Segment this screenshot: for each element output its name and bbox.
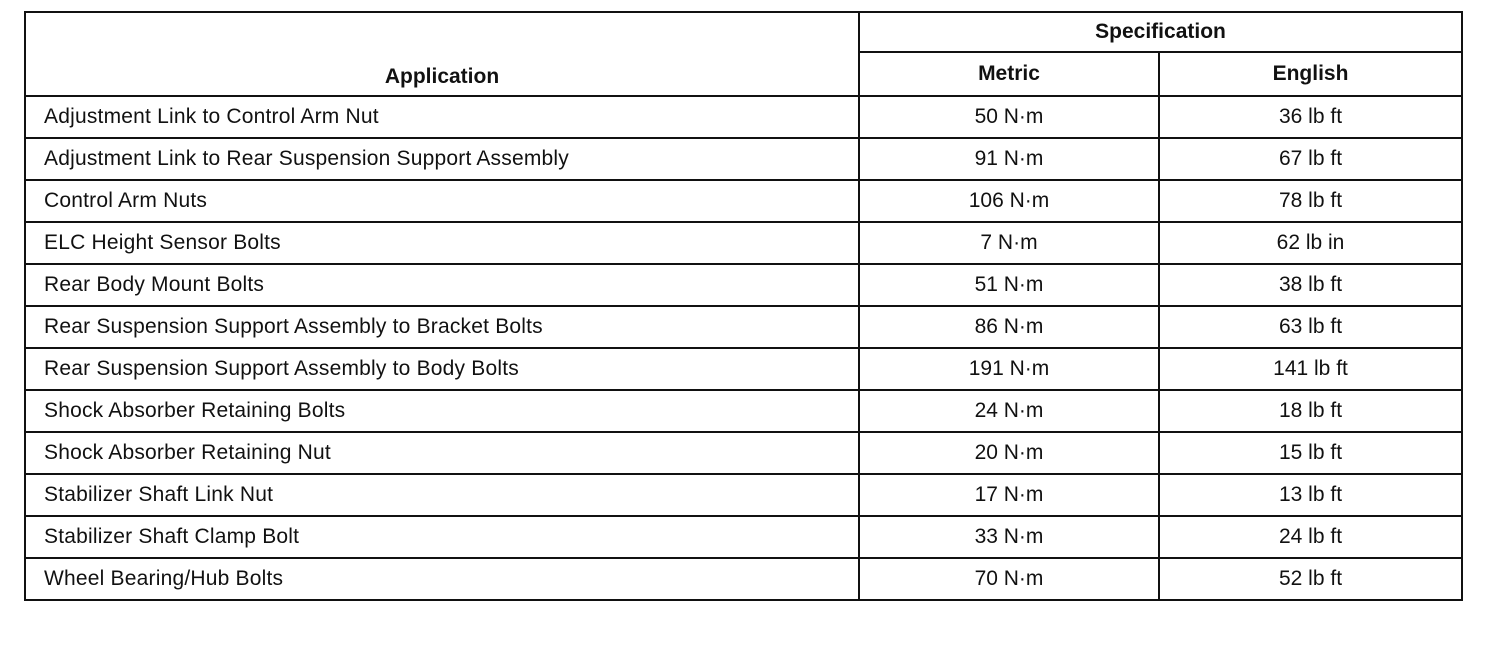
metric-cell: 50 N·m (859, 96, 1159, 138)
metric-cell: 70 N·m (859, 558, 1159, 600)
application-cell: Rear Body Mount Bolts (25, 264, 859, 306)
application-cell: Shock Absorber Retaining Bolts (25, 390, 859, 432)
application-cell: Rear Suspension Support Assembly to Body Bolts (25, 348, 859, 390)
table-row (25, 138, 1462, 180)
application-cell: ELC Height Sensor Bolts (25, 222, 859, 264)
english-cell: 62 lb in (1159, 222, 1462, 264)
english-cell: 36 lb ft (1159, 96, 1462, 138)
english-cell: 141 lb ft (1159, 348, 1462, 390)
application-cell: Stabilizer Shaft Clamp Bolt (25, 516, 859, 558)
table-row (25, 222, 1462, 264)
application-cell: Adjustment Link to Rear Suspension Support Assembly (25, 138, 859, 180)
metric-cell: 33 N·m (859, 516, 1159, 558)
english-column-header: English (1159, 52, 1462, 96)
metric-cell: 51 N·m (859, 264, 1159, 306)
table-body (25, 96, 1462, 600)
metric-cell: 86 N·m (859, 306, 1159, 348)
table-row (25, 306, 1462, 348)
english-cell: 18 lb ft (1159, 390, 1462, 432)
application-cell: Adjustment Link to Control Arm Nut (25, 96, 859, 138)
table-row (25, 348, 1462, 390)
metric-cell: 106 N·m (859, 180, 1159, 222)
header-row-top (25, 12, 1462, 52)
table-row (25, 264, 1462, 306)
metric-cell: 191 N·m (859, 348, 1159, 390)
table-row (25, 558, 1462, 600)
application-cell: Wheel Bearing/Hub Bolts (25, 558, 859, 600)
english-cell: 13 lb ft (1159, 474, 1462, 516)
metric-column-header: Metric (859, 52, 1159, 96)
metric-cell: 7 N·m (859, 222, 1159, 264)
table-row (25, 390, 1462, 432)
table-row (25, 96, 1462, 138)
english-cell: 15 lb ft (1159, 432, 1462, 474)
english-cell: 52 lb ft (1159, 558, 1462, 600)
table-row (25, 432, 1462, 474)
table-row (25, 474, 1462, 516)
table-row (25, 180, 1462, 222)
metric-cell: 20 N·m (859, 432, 1159, 474)
english-cell: 24 lb ft (1159, 516, 1462, 558)
fastener-specification-table (24, 11, 1463, 601)
application-cell: Rear Suspension Support Assembly to Bracket Bolts (25, 306, 859, 348)
application-cell: Shock Absorber Retaining Nut (25, 432, 859, 474)
english-cell: 67 lb ft (1159, 138, 1462, 180)
metric-cell: 17 N·m (859, 474, 1159, 516)
application-column-header: Application (25, 12, 859, 96)
metric-cell: 91 N·m (859, 138, 1159, 180)
application-cell: Control Arm Nuts (25, 180, 859, 222)
application-cell: Stabilizer Shaft Link Nut (25, 474, 859, 516)
english-cell: 78 lb ft (1159, 180, 1462, 222)
english-cell: 63 lb ft (1159, 306, 1462, 348)
specification-group-header: Specification (859, 12, 1462, 52)
metric-cell: 24 N·m (859, 390, 1159, 432)
english-cell: 38 lb ft (1159, 264, 1462, 306)
table-row (25, 516, 1462, 558)
table-header (25, 12, 1462, 96)
